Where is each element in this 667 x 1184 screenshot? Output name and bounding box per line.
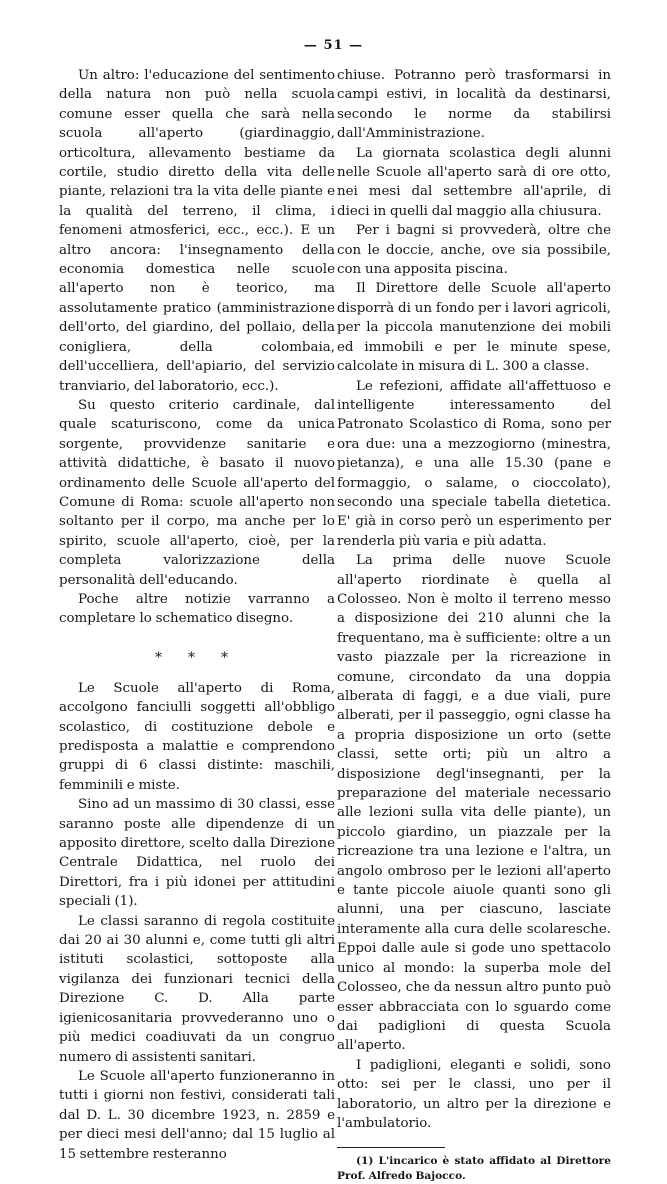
page-number: — 51 — xyxy=(303,38,364,53)
paragraph: Le classi saranno di regola costituite dai 20 ai 30 alunni e, come tutti gli altri istituti scolastici, sottoposte alla vigilanza dei funzionari tecnici della Direzione C. D. Alla parte igienicosanitaria provvederanno uno o più medici coadiuvati da un congruo numero di assistenti sanitari. xyxy=(59,913,335,1065)
paragraph: Un altro: l'educazione del sentimento della natura non può nella scuola comune esser quella che sarà nella scuola all'aperto (giardinaggio, orticoltura, allevamento bestiame da cortile, studio diretto della vita delle piante, relazioni tra la vita delle piante e la qualità del terreno, il clima, i fenomeni atmosferici, ecc., ecc.). E un altro ancora: l'insegnamento della economia domestica nelle scuole all'aperto non è teorico, ma assolutamente pratico (amministrazione dell'orto, del giardino, del pollaio, della conigliera, della colombaia, dell'uccelliera, dell'apiario, del servizio tranviario, del laboratorio, ecc.). xyxy=(59,68,335,394)
paragraph: Poche altre notizie varranno a completare lo schematico disegno. xyxy=(59,591,335,627)
paragraph: Le Scuole all'aperto funzioneranno in tutti i giorni non festivi, considerati tali dal D. L. 30 dicembre 1923, n. 2859 e per dieci mesi dell'anno; dal 15 luglio al 15 settembre resteranno xyxy=(59,1068,335,1162)
left-column xyxy=(59,66,335,1164)
footnote-divider xyxy=(337,1147,445,1148)
paragraph: Le refezioni, affidate all'affettuoso e intelligente interessamento del Patronato Scolastico di Roma, sono per ora due: una a mezzogiorno (minestra, pietanza), e una alle 15.30 (pane e formaggio, o salame, o cioccolato), secondo una speciale tabella dietetica. E' già in corso però un esperimento per renderla più varia e più adatta. xyxy=(337,378,611,549)
footnote: (1) L'incarico è stato affidato al Direttore Prof. Alfredo Bajocco. xyxy=(337,1155,611,1183)
paragraph: Su questo criterio cardinale, dal quale scaturiscono, come da unica sorgente, provvidenze sanitarie e attività didattiche, è basato il nuovo ordinamento delle Scuole all'aperto del Comune di Roma: scuole all'aperto non soltanto per il corpo, ma anche per lo spirito, scuole all'aperto, cioè, per la completa valorizzazione della personalità dell'educando. xyxy=(59,397,335,588)
paragraph: Le Scuole all'aperto di Roma, accolgono fanciulli soggetti all'obbligo scolastico, di costituzione debole e predisposta a malattie e comprendono gruppi di 6 classi distinte: maschili, femminili e miste. xyxy=(59,680,335,793)
paragraph: I padiglioni, eleganti e solidi, sono otto: sei per le classi, uno per il laboratorio, un altro per la direzione e l'ambulatorio. xyxy=(337,1057,611,1131)
paragraph: La prima delle nuove Scuole all'aperto riordinate è quella al Colosseo. Non è molto il terreno messo a disposizione dei 210 alunni che la frequentano, ma è sufficiente: oltre a un vasto piazzale per la ricreazione in comune, circondato da una doppia alberata di faggi, e a due viali, pure alberati, per il passeggio, ogni classe ha a propria disposizione un orto (sette classi, sette orti; più un altro a disposizione degl'insegnanti, per la preparazione del materiale necessario alle lezioni sulla vita delle piante), un piccolo giardino, un piazzale per la ricreazione tra una lezione e l'altra, un angolo ombroso per le lezioni all'aperto e tante piccole aiuole quanti sono gli alunni, una per ciascuno, lasciate interamente alla cura delle scolaresche. Eppoi dalle aule si gode uno spettacolo unico al mondo: la superba mole del Colosseo, che da nessun altro punto può esser abbracciata con lo sguardo come dai padiglioni di questa Scuola all'aperto. xyxy=(337,553,611,1054)
section-separator: * * * xyxy=(155,649,239,666)
paragraph: Per i bagni si provvederà, oltre che con le doccie, anche, ove sia possibile, con una apposita piscina. xyxy=(337,223,611,278)
right-column xyxy=(337,66,611,1184)
paragraph-continuation: chiuse. Potranno però trasformarsi in campi estivi, in località da destinarsi, secondo le norme da stabilirsi dall'Amministrazione. xyxy=(337,68,611,142)
paragraph: La giornata scolastica degli alunni nelle Scuole all'aperto sarà di ore otto, nei mesi dal settembre all'aprile, di dieci in quelli dal maggio alla chiusura. xyxy=(337,145,611,219)
paragraph: Sino ad un massimo di 30 classi, esse saranno poste alle dipendenze di un apposito direttore, scelto dalla Direzione Centrale Didattica, nel ruolo dei Direttori, fra i più idonei per attitudini speciali (1). xyxy=(59,797,335,910)
paragraph: Il Direttore delle Scuole all'aperto disporrà di un fondo per i lavori agricoli, per la piccola manutenzione dei mobili ed immobili e per le minute spese, calcolate in misura di L. 300 a classe. xyxy=(337,281,611,375)
